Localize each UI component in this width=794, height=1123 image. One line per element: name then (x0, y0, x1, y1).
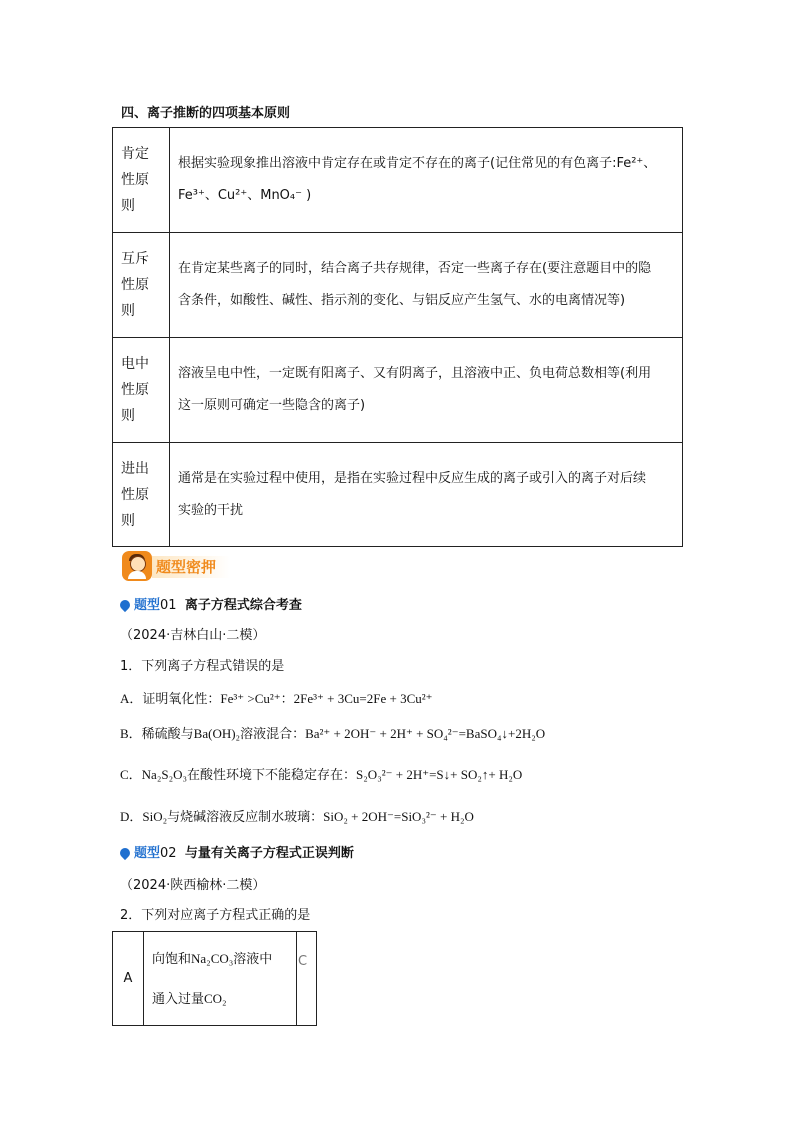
banner-title: 题型密押 (156, 558, 217, 576)
question-type-header: 题型02 与量有关离子方程式正误判断 (120, 845, 354, 863)
question-stem: 2．下列对应离子方程式正确的是 (120, 908, 311, 923)
teacher-badge-icon (122, 551, 152, 581)
question-source: （2024·吉林白山·二模） (120, 628, 266, 643)
options-table (112, 931, 317, 1026)
principle-name: 进出 性原 则 (113, 443, 170, 547)
option-text: 向饱和Na₂CO₃溶液中 通入过量CO₂ (144, 932, 297, 1026)
principle-name: 肯定 性原 则 (113, 128, 170, 233)
table-row (113, 128, 683, 233)
principle-description: 根据实验现象推出溶液中肯定存在或肯定不存在的离子(记住常见的有色离子:Fe²⁺、 Fe³⁺、Cu²⁺、MnO₄⁻ ) (170, 128, 683, 233)
option-label: A (113, 932, 144, 1026)
table-row (113, 443, 683, 547)
table-row (113, 233, 683, 338)
answer-option: A．证明氧化性：Fe³⁺ >Cu²⁺：2Fe³⁺ + 3Cu=2Fe + 3Cu²⁺ (120, 691, 433, 706)
answer-option: D．SiO₂与烧碱溶液反应制水玻璃：SiO₂ + 2OH⁻=SiO₃²⁻ + H₂O (120, 809, 474, 824)
question-source: （2024·陕西榆林·二模） (120, 878, 266, 893)
principle-name: 电中 性原 则 (113, 338, 170, 443)
principle-description: 溶液呈电中性，一定既有阳离子、又有阴离子，且溶液中正、负电荷总数相等(利用 这一原则可确定一些隐含的离子) (170, 338, 683, 443)
location-pin-icon (118, 598, 132, 612)
principle-description: 通常是在实验过程中使用，是指在实验过程中反应生成的离子或引入的离子对后续 实验的干扰 (170, 443, 683, 547)
question-types-banner (122, 551, 230, 581)
location-pin-icon (118, 846, 132, 860)
answer-option: B．稀硫酸与Ba(OH)₂溶液混合：Ba²⁺ + 2OH⁻ + 2H⁺ + SO₄²⁻=BaSO₄↓+2H₂O (120, 726, 546, 741)
section-heading: 四、离子推断的四项基本原则 (121, 106, 291, 121)
question-stem: 1．下列离子方程式错误的是 (120, 659, 285, 674)
answer-option: C．Na₂S₂O₃在酸性环境下不能稳定存在：S₂O₃²⁻ + 2H⁺=S↓+ SO₂↑+ H₂O (120, 767, 523, 782)
table-row (113, 338, 683, 443)
principle-description: 在肯定某些离子的同时，结合离子共存规律，否定一些离子存在(要注意题目中的隐 含条件，如酸性、碱性、指示剂的变化、与铝反应产生氢气、水的电离情况等) (170, 233, 683, 338)
option-cut-cell: C (297, 932, 317, 1026)
principle-name: 互斥 性原 则 (113, 233, 170, 338)
question-type-header: 题型01 离子方程式综合考查 (120, 597, 302, 615)
principles-table (112, 127, 683, 547)
table-row (113, 932, 317, 1026)
